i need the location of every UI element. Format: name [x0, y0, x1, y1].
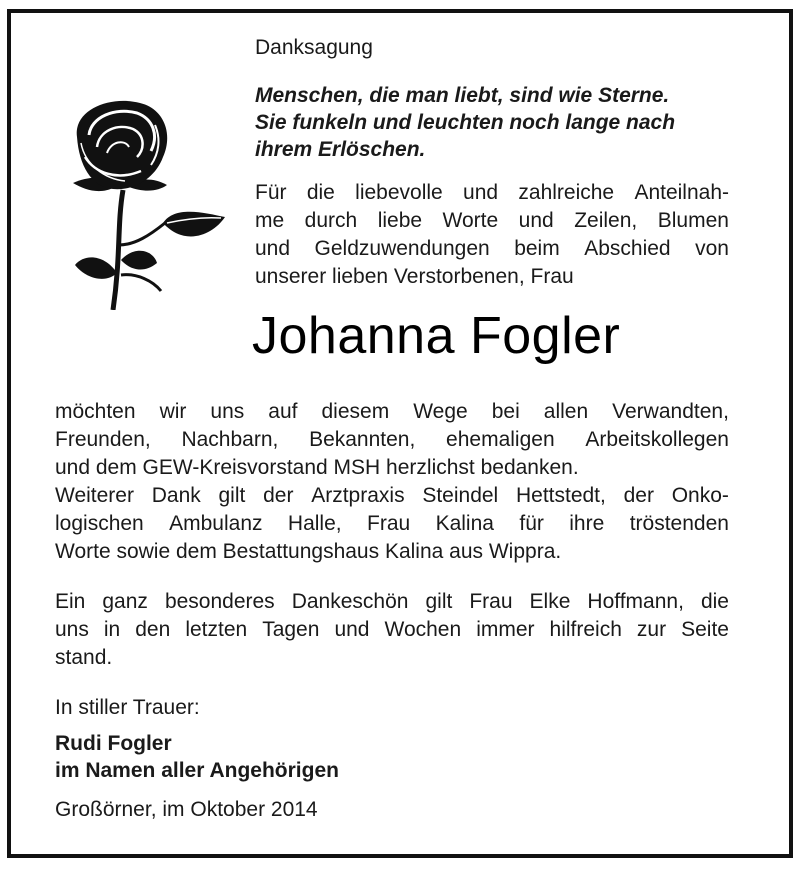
heading: Danksagung [255, 36, 373, 59]
word: und [255, 237, 291, 260]
word: liebe [377, 209, 423, 232]
mourning-label: In stiller Trauer: [55, 696, 200, 719]
intro-line [255, 235, 729, 263]
word: der [623, 484, 654, 507]
word: Zeilen, [574, 209, 638, 232]
word: Wochen [384, 618, 462, 641]
word: in [103, 618, 121, 641]
word: bei [491, 400, 520, 423]
word: Tagen [262, 618, 320, 641]
word: diesem [321, 400, 390, 423]
word: Dank [151, 484, 201, 507]
thanks-line [55, 426, 729, 454]
word: ehemaligen [446, 428, 555, 451]
word: und [334, 618, 370, 641]
intro-line [255, 207, 729, 235]
word: der [263, 484, 294, 507]
word: Abschied [584, 237, 671, 260]
word: gilt [425, 590, 453, 613]
word: Geldzuwendungen [314, 237, 490, 260]
word: Verwandten, [612, 400, 729, 423]
word: Bekannten, [309, 428, 416, 451]
word: die [700, 590, 729, 613]
intro-line: unserer lieben Verstorbenen, Frau [255, 265, 574, 288]
word: tröstenden [629, 512, 729, 535]
word: me [255, 209, 285, 232]
word: allen [543, 400, 589, 423]
word: für [519, 512, 544, 535]
word: zahlreiche [518, 181, 615, 204]
word: uns [55, 618, 89, 641]
thanks-line: Worte sowie dem Bestattungshaus Kalina aus Wippra. [55, 540, 562, 563]
word: ihre [569, 512, 605, 535]
thanks-line: und dem GEW-Kreisvorstand MSH herzlichst bedanken. [55, 456, 579, 479]
word: Für [255, 181, 287, 204]
word: Anteilnah- [634, 181, 729, 204]
thanks-line [55, 482, 729, 510]
word: wir [159, 400, 187, 423]
word: Wege [413, 400, 468, 423]
word: Ein [55, 590, 86, 613]
quote-line: Menschen, die man liebt, sind wie Sterne. [255, 84, 670, 107]
word: Ambulanz [169, 512, 263, 535]
deceased-name: Johanna Fogler [252, 307, 621, 365]
special-line: stand. [55, 646, 113, 669]
word: immer [476, 618, 535, 641]
word: beim [514, 237, 560, 260]
word: Hoffmann, [587, 590, 684, 613]
word: den [135, 618, 171, 641]
thanks-line [55, 510, 729, 538]
word: Dankeschön [291, 590, 409, 613]
word: auf [268, 400, 298, 423]
word: Blumen [657, 209, 729, 232]
word: liebevolle [355, 181, 443, 204]
word: uns [210, 400, 245, 423]
word: Frau [469, 590, 513, 613]
special-line [55, 588, 729, 616]
word: Halle, [287, 512, 342, 535]
word: hilfreich [549, 618, 622, 641]
quote [255, 82, 675, 163]
word: Arztpraxis [311, 484, 405, 507]
word: Freunden, [55, 428, 151, 451]
word: Steindel [422, 484, 499, 507]
word: Nachbarn, [181, 428, 279, 451]
thanks-line [55, 398, 729, 426]
signatory: Rudi Fogler [55, 732, 172, 755]
quote-line: ihrem Erlöschen. [255, 138, 426, 161]
place-date: Großörner, im Oktober 2014 [55, 798, 318, 821]
word: Seite [681, 618, 729, 641]
word: Kalina [435, 512, 494, 535]
word: Frau [367, 512, 411, 535]
word: logischen [55, 512, 144, 535]
word: von [695, 237, 729, 260]
word: besonderes [164, 590, 275, 613]
word: Onko- [671, 484, 729, 507]
word: Elke [529, 590, 571, 613]
word: Hettstedt, [515, 484, 606, 507]
word: letzten [185, 618, 248, 641]
rose-icon [55, 95, 230, 310]
word: Arbeitskollegen [585, 428, 729, 451]
word: gilt [218, 484, 246, 507]
special-line [55, 616, 729, 644]
word: durch [304, 209, 358, 232]
word: und [518, 209, 554, 232]
word: und [463, 181, 499, 204]
word: die [306, 181, 335, 204]
word: Worte [442, 209, 499, 232]
quote-line: Sie funkeln und leuchten noch lange nach [255, 111, 676, 134]
word: zur [636, 618, 667, 641]
intro-line [255, 179, 729, 207]
word: Weiterer [55, 484, 134, 507]
word: ganz [102, 590, 148, 613]
signatory-note: im Namen aller Angehörigen [55, 759, 339, 782]
word: möchten [55, 400, 136, 423]
